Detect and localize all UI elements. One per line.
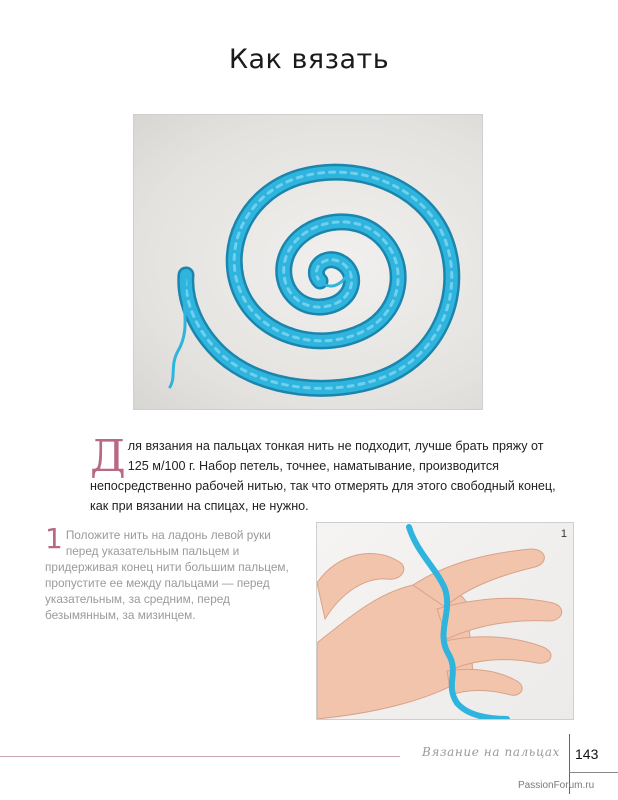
watermark: PassionForum.ru — [518, 780, 595, 791]
intro-text: ля вязания на пальцах тонкая нить не подходит, лучше брать пряжу от 125 м/100 г. Набор петель, точнее, наматывание, производится непосредственно рабочей нитью, так что отмерять для этого свободный конец, как при вязании на спицах, не нужно. — [90, 439, 556, 513]
step-number: 1 — [45, 522, 63, 555]
footer-section-title: Вязание на пальцах — [422, 745, 561, 759]
yarn-spiral-photo — [133, 114, 483, 410]
page-number: 143 — [575, 746, 599, 762]
footer-divider — [0, 756, 400, 757]
page-title: Как вязать — [228, 44, 390, 75]
step-1 — [45, 522, 303, 623]
hand-photo — [316, 522, 574, 720]
step-text: Положите нить на ладонь левой руки перед указательным пальцем и придерживая конец нити большим пальцем, пропустите ее между пальцами — перед указательным, за средним, перед безымянным, за мизинцем. — [45, 528, 289, 622]
photo-label: 1 — [560, 528, 567, 540]
intro-dropcap: Д — [90, 431, 126, 482]
footer-rule — [569, 772, 618, 773]
intro-paragraph — [90, 431, 560, 516]
